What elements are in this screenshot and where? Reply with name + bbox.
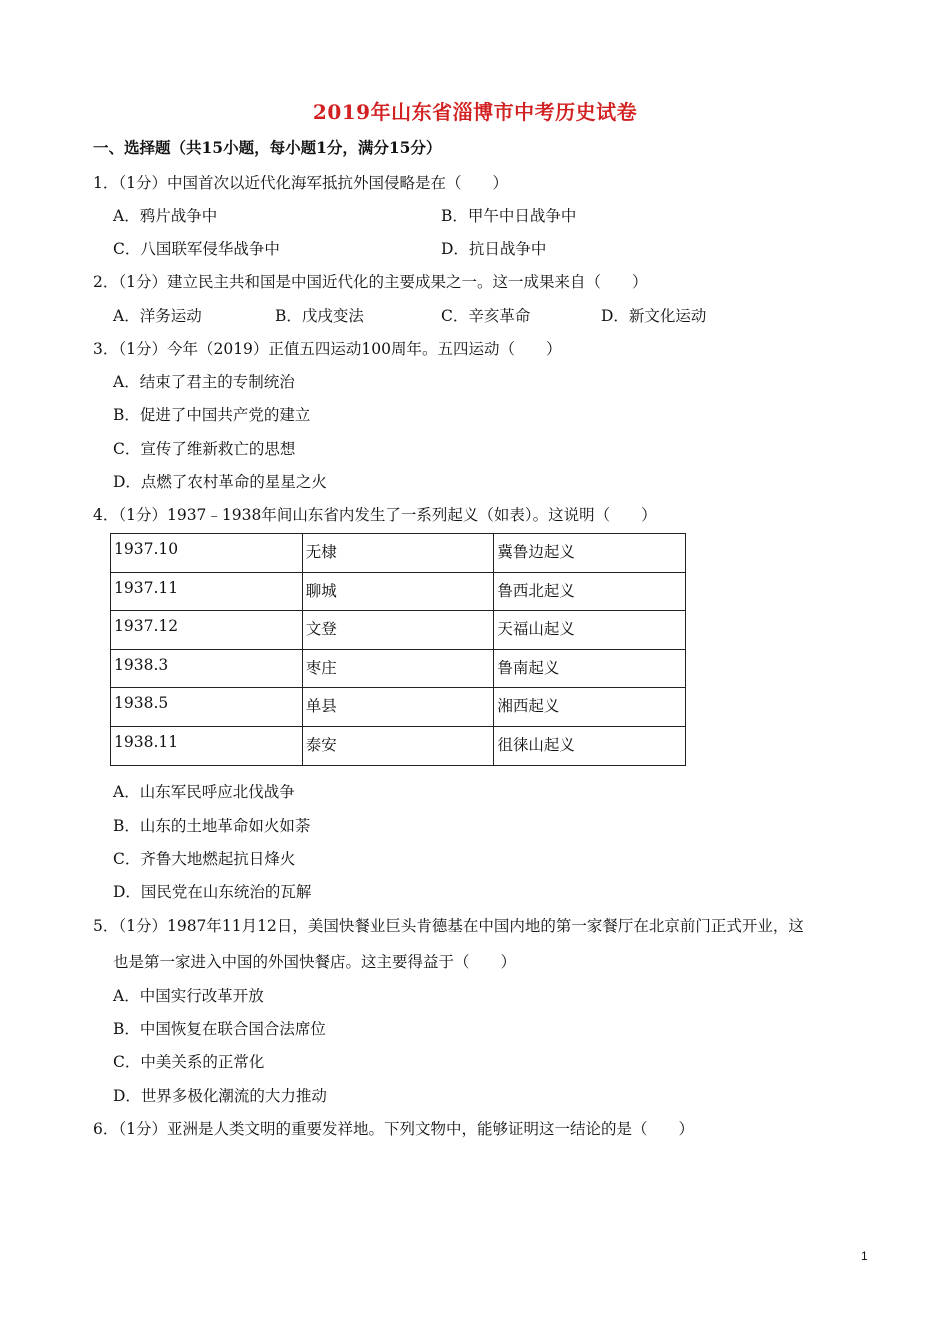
table-cell-date: 1938.11 <box>111 726 303 765</box>
section-heading: 一、选择题（共15小题，每小题1分，满分15分） <box>93 138 442 157</box>
table-cell-event: 鲁南起义 <box>494 649 686 688</box>
question-2-option-c: C．辛亥革命 <box>441 307 531 325</box>
question-2-option-a: A．洋务运动 <box>113 307 202 325</box>
table-cell-date: 1938.5 <box>111 688 303 727</box>
table-cell-place: 聊城 <box>302 572 494 611</box>
table-cell-place: 单县 <box>302 688 494 727</box>
question-3-option-b: B．促进了中国共产党的建立 <box>113 406 311 424</box>
question-2-option-b: B．戊戌变法 <box>275 307 364 325</box>
question-5-stem-line-2: 也是第一家进入中国的外国快餐店。这主要得益于（ ） <box>113 953 517 971</box>
table-cell-event: 鲁西北起义 <box>494 572 686 611</box>
question-4-option-c: C．齐鲁大地燃起抗日烽火 <box>113 850 296 868</box>
table-row <box>111 611 686 650</box>
question-5-option-a: A．中国实行改革开放 <box>113 987 264 1005</box>
uprisings-table <box>110 533 686 766</box>
table-cell-place: 无棣 <box>302 534 494 573</box>
table-cell-date: 1937.12 <box>111 611 303 650</box>
question-4-stem: 4．（1分）1937﹣1938年间山东省内发生了一系列起义（如表）。这说明（ ） <box>93 506 657 524</box>
table-row <box>111 572 686 611</box>
table-row <box>111 534 686 573</box>
question-1-option-c: C．八国联军侵华战争中 <box>113 240 280 258</box>
question-3-option-a: A．结束了君主的专制统治 <box>113 373 295 391</box>
page-title: 2019年山东省淄博市中考历史试卷 <box>312 100 638 124</box>
table-cell-event: 冀鲁边起义 <box>494 534 686 573</box>
question-5-stem-line-1: 5．（1分）1987年11月12日，美国快餐业巨头肯德基在中国内地的第一家餐厅在北京前门正式开业，这 <box>93 917 804 935</box>
question-4-option-b: B．山东的土地革命如火如荼 <box>113 817 311 835</box>
table-cell-event: 徂徕山起义 <box>494 726 686 765</box>
question-3-option-c: C．宣传了维新救亡的思想 <box>113 440 296 458</box>
table-cell-place: 枣庄 <box>302 649 494 688</box>
question-1-option-b: B．甲午中日战争中 <box>441 207 577 225</box>
table-row <box>111 649 686 688</box>
table-row <box>111 726 686 765</box>
question-6-stem: 6．（1分）亚洲是人类文明的重要发祥地。下列文物中，能够证明这一结论的是（ ） <box>93 1120 694 1138</box>
question-3-option-d: D．点燃了农村革命的星星之火 <box>113 473 327 491</box>
question-4-option-d: D．国民党在山东统治的瓦解 <box>113 883 312 901</box>
question-1-option-d: D．抗日战争中 <box>441 240 547 258</box>
table-cell-event: 湘西起义 <box>494 688 686 727</box>
table-cell-date: 1938.3 <box>111 649 303 688</box>
question-5-option-d: D．世界多极化潮流的大力推动 <box>113 1087 327 1105</box>
question-3-stem: 3．（1分）今年（2019）正值五四运动100周年。五四运动（ ） <box>93 340 562 358</box>
question-5-option-b: B．中国恢复在联合国合法席位 <box>113 1020 326 1038</box>
table-cell-date: 1937.11 <box>111 572 303 611</box>
table-cell-place: 泰安 <box>302 726 494 765</box>
question-2-option-d: D．新文化运动 <box>601 307 707 325</box>
question-4-option-a: A．山东军民呼应北伐战争 <box>113 783 295 801</box>
question-1-stem: 1．（1分）中国首次以近代化海军抵抗外国侵略是在（ ） <box>93 174 508 192</box>
question-1-option-a: A．鸦片战争中 <box>113 207 218 225</box>
question-5-option-c: C．中美关系的正常化 <box>113 1053 265 1071</box>
table-cell-date: 1937.10 <box>111 534 303 573</box>
table-row <box>111 688 686 727</box>
table-cell-event: 天福山起义 <box>494 611 686 650</box>
question-2-stem: 2．（1分）建立民主共和国是中国近代化的主要成果之一。这一成果来自（ ） <box>93 273 648 291</box>
page-number: 1 <box>861 1249 868 1263</box>
table-cell-place: 文登 <box>302 611 494 650</box>
